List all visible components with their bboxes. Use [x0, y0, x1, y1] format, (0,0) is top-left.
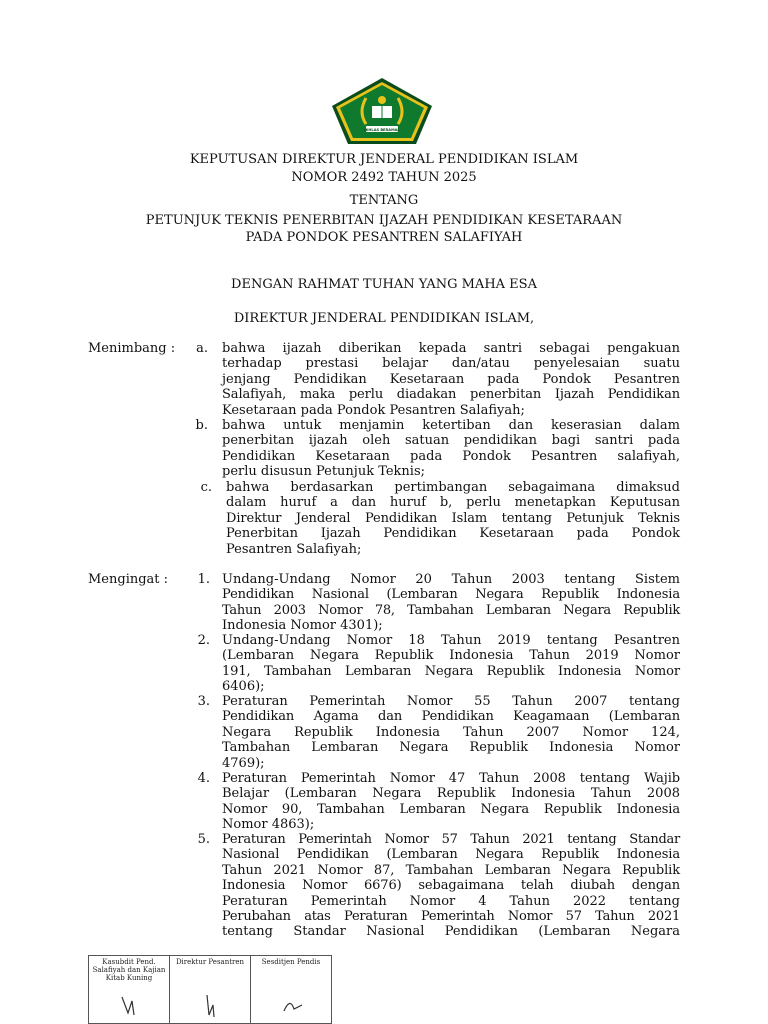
text-line: Peraturan Pemerintah Nomor 47 Tahun 2008 tentang Wajib	[222, 771, 680, 786]
mengingat-item-4	[222, 771, 680, 833]
kemenag-logo	[328, 76, 436, 146]
rahmat-line: DENGAN RAHMAT TUHAN YANG MAHA ESA	[231, 277, 537, 292]
official-title: DIREKTUR JENDERAL PENDIDIKAN ISLAM,	[233, 311, 535, 326]
menimbang-item-c	[226, 480, 680, 557]
menimbang-mark-c: c.	[200, 480, 212, 495]
mengingat-mark-4: 4.	[197, 771, 210, 786]
text-line: Indonesia Nomor 6676) sebagaimana telah diubah dengan	[222, 878, 680, 894]
text-line: Kesetaraan pada Pondok Pesantren Salafiyah;	[222, 402, 525, 418]
text-line: Tahun 2003 Nomor 78, Tambahan Lembaran Negara Republik	[222, 602, 680, 618]
signature-mark	[170, 991, 250, 1019]
text-line: Salafiyah, maka perlu diadakan penerbitan Ijazah Pendidikan	[222, 387, 680, 403]
text-line: (Lembaran Negara Republik Indonesia Tahun 2019 Nomor	[222, 648, 680, 664]
text-line: Nomor 4863);	[222, 817, 315, 833]
menimbang-item-a	[222, 341, 680, 418]
paraf-table	[88, 955, 332, 1024]
text-line: 191, Tambahan Lembaran Negara Republik Indonesia Nomor	[222, 663, 680, 679]
text-line: Perubahan atas Peraturan Pemerintah Nomor 57 Tahun 2021	[222, 908, 680, 924]
text-line: 4769);	[222, 755, 265, 771]
paraf-label: Kasubdit Pend. Salafiyah dan Kajian Kitab Kuning	[92, 958, 166, 982]
text-line: Pendidikan Nasional (Lembaran Negara Republik Indonesia	[222, 587, 680, 603]
text-line: terhadap prestasi belajar dan/atau penyelesaian suatu	[222, 356, 680, 372]
text-line: Belajar (Lembaran Negara Republik Indonesia Tahun 2008	[222, 786, 680, 802]
decree-number: NOMOR 2492 TAHUN 2025	[291, 170, 477, 185]
text-line: bahwa ijazah diberikan kepada santri sebagai pengakuan	[222, 341, 680, 356]
mengingat-mark-1: 1.	[197, 572, 210, 587]
mengingat-item-5	[222, 832, 680, 940]
subject-line-1: PETUNJUK TEKNIS PENERBITAN IJAZAH PENDIDIKAN KESETARAAN	[145, 213, 623, 228]
mengingat-mark-2: 2.	[197, 633, 210, 648]
menimbang-item-b	[222, 418, 680, 480]
text-line: Pendidikan Agama dan Pendidikan Keagamaan (Lembaran	[222, 709, 680, 725]
text-line: Undang-Undang Nomor 20 Tahun 2003 tentang Sistem	[222, 572, 680, 587]
text-line: Peraturan Pemerintah Nomor 4 Tahun 2022 tentang	[222, 893, 680, 909]
decree-title: KEPUTUSAN DIREKTUR JENDERAL PENDIDIKAN ISLAM	[189, 152, 579, 167]
mengingat-mark-5: 5.	[197, 832, 210, 847]
tentang-label: TENTANG	[349, 193, 419, 208]
paraf-cell-kasubdit	[89, 956, 170, 1024]
text-line: jenjang Pendidikan Kesetaraan pada Pondok Pesantren	[222, 371, 680, 387]
menimbang-mark-a: a.	[196, 341, 208, 356]
mengingat-item-3	[222, 694, 680, 771]
text-line: bahwa berdasarkan pertimbangan sebagaimana dimaksud	[226, 480, 680, 495]
menimbang-mark-b: b.	[195, 418, 208, 433]
text-line: Negara Republik Indonesia Tahun 2007 Nomor 124,	[222, 724, 680, 740]
mengingat-mark-3: 3.	[197, 694, 210, 709]
paraf-label: Direktur Pesantren	[175, 958, 245, 966]
text-line: Peraturan Pemerintah Nomor 55 Tahun 2007 tentang	[222, 694, 680, 709]
text-line: dalam huruf a dan huruf b, perlu menetapkan Keputusan	[226, 495, 680, 511]
text-line: Undang-Undang Nomor 18 Tahun 2019 tentang Pesantren	[222, 633, 680, 648]
paraf-cell-sesditjen	[251, 956, 332, 1024]
paraf-cell-direktur	[170, 956, 251, 1024]
logo-motto: IKHLAS BERAMAL	[364, 128, 400, 132]
text-line: Tambahan Lembaran Negara Republik Indonesia Nomor	[222, 740, 680, 756]
text-line: tentang Standar Nasional Pendidikan (Lembaran Negara	[222, 924, 680, 940]
text-line: Pesantren Salafiyah;	[226, 541, 362, 557]
mengingat-item-1	[222, 572, 680, 634]
text-line: Direktur Jenderal Pendidikan Islam tentang Petunjuk Teknis	[226, 510, 680, 526]
mengingat-label: Mengingat :	[88, 572, 169, 587]
signature-mark	[89, 991, 169, 1019]
text-line: Penerbitan Ijazah Pendidikan Kesetaraan pada Pondok	[226, 526, 680, 542]
text-line: perlu disusun Petunjuk Teknis;	[222, 464, 426, 480]
text-line: Nomor 90, Tambahan Lembaran Negara Republik Indonesia	[222, 801, 680, 817]
mengingat-item-2	[222, 633, 680, 695]
paraf-label: Sesditjen Pendis	[261, 958, 321, 966]
text-line: penerbitan ijazah oleh satuan pendidikan bagi santri pada	[222, 433, 680, 449]
signature-mark	[251, 991, 331, 1019]
text-line: Peraturan Pemerintah Nomor 57 Tahun 2021 tentang Standar	[222, 832, 680, 847]
text-line: 6406);	[222, 679, 265, 695]
text-line: Nasional Pendidikan (Lembaran Negara Republik Indonesia	[222, 847, 680, 863]
text-line: Pendidikan Kesetaraan pada Pondok Pesantren salafiyah,	[222, 448, 680, 464]
subject-line-2: PADA PONDOK PESANTREN SALAFIYAH	[245, 230, 523, 245]
text-line: Tahun 2021 Nomor 87, Tambahan Lembaran Negara Republik	[222, 862, 680, 878]
menimbang-label: Menimbang :	[88, 341, 176, 356]
text-line: Indonesia Nomor 4301);	[222, 618, 383, 634]
text-line: bahwa untuk menjamin ketertiban dan keserasian dalam	[222, 418, 680, 433]
